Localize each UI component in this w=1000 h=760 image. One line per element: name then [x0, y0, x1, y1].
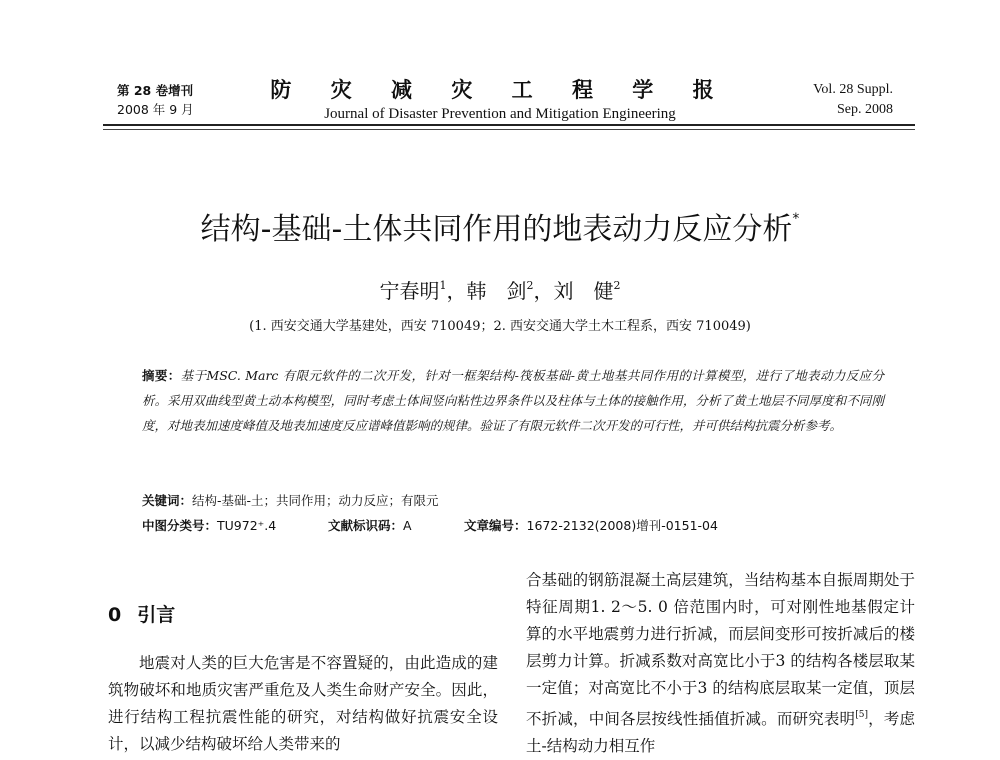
author-separator: ， — [446, 279, 467, 303]
keywords-text: 结构-基础-土；共同作用；动力反应；有限元 — [192, 493, 439, 508]
header-rule-thin — [103, 129, 915, 130]
keywords-line — [142, 492, 439, 510]
section-number: 0 — [108, 604, 122, 626]
abstract-text: 基于MSC. Marc 有限元软件的二次开发，针对一框架结构-筏板基础-黄土地基共同作用的计算模型，进行了地表动力反应分析。采用双曲线型黄土动本构模型，同时考虑土体间竖向粘性边界条件以及柱体与土体的接触作用，分析了黄土地层不同厚度和不同刚度，对地表加速度峰值及地表加速度反应谱峰值影响的规律。验证了有限元软件二次开发的可行性，并可供结构抗震分析参考。 — [142, 368, 884, 433]
section-title: 引言 — [137, 604, 176, 626]
abstract-label: 摘要： — [142, 368, 181, 383]
title-footnote-mark: * — [792, 211, 800, 227]
author-affil-mark: 1 — [439, 279, 447, 292]
running-header-right — [813, 80, 893, 120]
section-heading — [108, 602, 175, 628]
header-rule-thick — [103, 124, 915, 126]
classification-line — [142, 517, 718, 535]
article-title-text: 结构-基础-土体共同作用的地表动力反应分析 — [200, 212, 793, 247]
journal-title-en: Journal of Disaster Prevention and Mitigation Engineering — [324, 106, 676, 122]
paragraph-text: ，考虑土-结构动力相互作 — [526, 710, 915, 755]
author-name: 宁春明 — [379, 279, 440, 303]
keywords-label: 关键词： — [142, 493, 193, 508]
article-title — [0, 197, 1000, 252]
abstract — [142, 363, 884, 438]
journal-title-cn: 防 灾 减 灾 工 程 学 报 — [270, 77, 730, 102]
volume-en: Vol. 28 Suppl. — [813, 82, 893, 97]
article-number-value: 1672-2132(2008)增刊-0151-04 — [526, 518, 718, 533]
clc-label: 中图分类号： — [142, 518, 218, 533]
doc-code-field — [328, 517, 464, 535]
article-number-label: 文章编号： — [464, 518, 527, 533]
paragraph-text: 合基础的钢筋混凝土高层建筑，当结构基本自振周期处于特征周期1. 2～5. 0 倍范围内时，可对刚性地基假定计算的水平地震剪力进行折减，而层间变形可按折减后的楼层剪力计算。折减系数对高宽比小于3 的结构各楼层取某一定值；对高宽比不小于3 的结构底层取某一定值，顶层不折减，中间各层按线性插值折减。而研究表明 — [526, 571, 915, 728]
citation-ref: [5] — [855, 710, 868, 720]
author-affil-mark: 2 — [613, 279, 621, 292]
doc-code-label: 文献标识码： — [328, 518, 404, 533]
date-cn: 2008 年 9 月 — [117, 102, 194, 117]
author-name: 刘 健 — [553, 279, 614, 303]
volume-cn: 第 28 卷增刊 — [117, 83, 194, 98]
author-separator: ， — [533, 279, 554, 303]
author-name: 韩 剑 — [466, 279, 527, 303]
running-header-left — [117, 81, 194, 119]
article-number-field — [464, 517, 718, 535]
running-header-journal — [240, 76, 760, 124]
doc-code-value: A — [403, 518, 412, 533]
clc-value: TU972⁺.4 — [217, 518, 277, 533]
paragraph: 地震对人类的巨大危害是不容置疑的，由此造成的建筑物破坏和地质灾害严重危及人类生命财产安全。因此，进行结构工程抗震性能的研究，对结构做好抗震安全设计，以减少结构破坏给人类带来的 — [108, 654, 498, 753]
body-column-left — [108, 650, 498, 758]
date-en: Sep. 2008 — [837, 102, 893, 117]
paragraph — [526, 567, 915, 760]
body-column-right — [526, 567, 915, 760]
affiliations: (1. 西安交通大学基建处，西安 710049；2. 西安交通大学土木工程系，西安 710049) — [249, 319, 751, 334]
clc-field — [142, 517, 328, 535]
author-list — [0, 272, 1000, 305]
author-affil-mark: 2 — [526, 279, 534, 292]
